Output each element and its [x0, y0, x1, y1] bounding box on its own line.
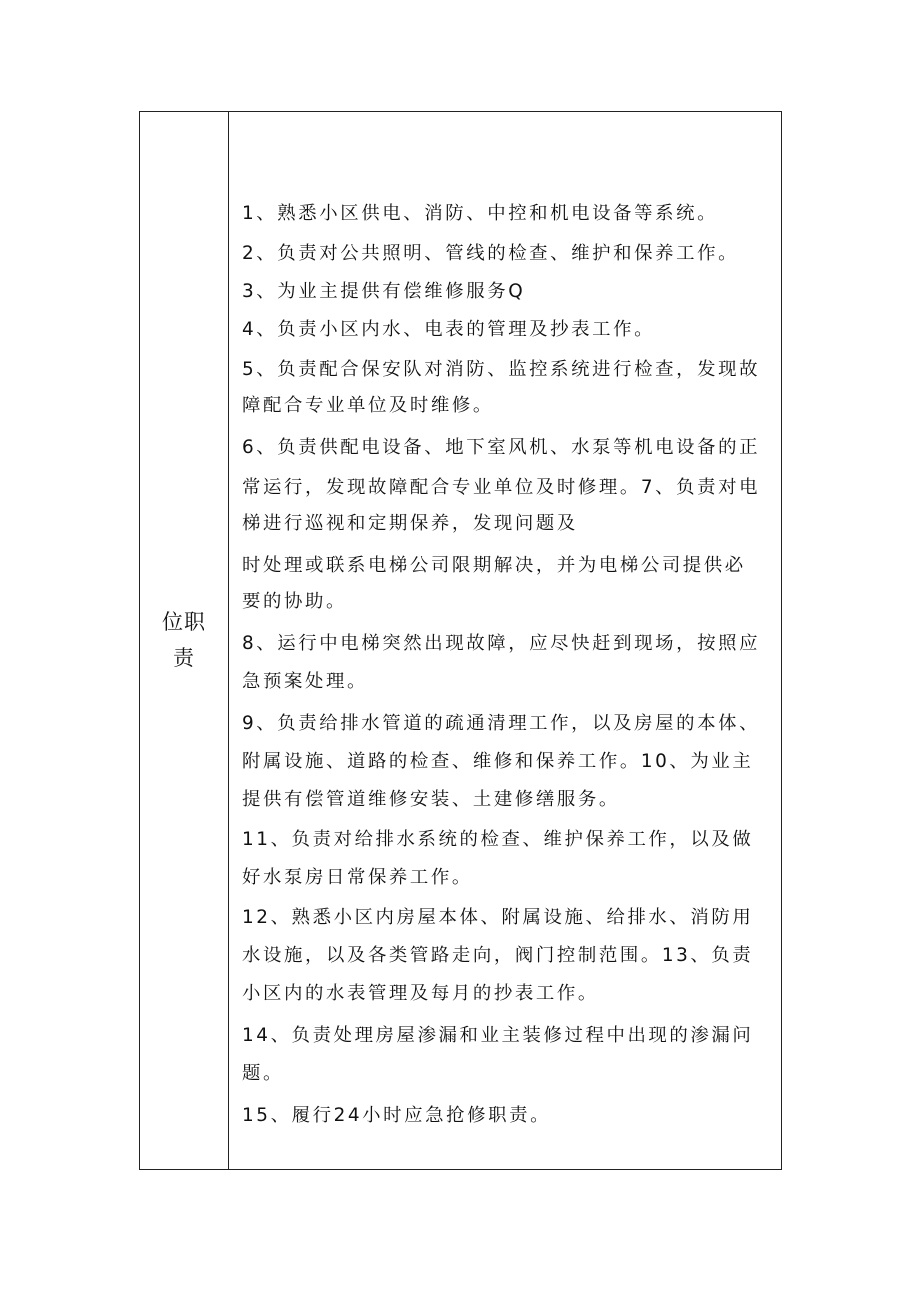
duty-line: 常运行，发现故障配合专业单位及时修理。7、负责对电	[242, 477, 761, 498]
label-cell	[140, 112, 229, 1169]
duty-line: 6、负责供配电设备、地下室风机、水泵等机电设备的正	[242, 437, 761, 458]
duty-line: 9、负责给排水管道的疏通清理工作，以及房屋的本体、	[242, 713, 761, 734]
duty-line: 15、履行24小时应急抢修职责。	[242, 1105, 552, 1126]
duty-line: 梯进行巡视和定期保养，发现问题及	[242, 513, 578, 534]
duty-line: 5、负责配合保安队对消防、监控系统进行检查，发现故	[242, 359, 761, 380]
label-line-2: 责	[173, 646, 195, 670]
duty-line: 时处理或联系电梯公司限期解决，并为电梯公司提供必	[242, 555, 746, 576]
duty-line: 好水泵房日常保养工作。	[242, 867, 473, 888]
duty-line: 11、负责对给排水系统的检查、维护保养工作，以及做	[242, 829, 754, 850]
duty-line: 14、负责处理房屋渗漏和业主装修过程中出现的渗漏问	[242, 1025, 754, 1046]
duty-line: 12、熟悉小区内房屋本体、附属设施、给排水、消防用	[242, 907, 754, 928]
duty-line: 4、负责小区内水、电表的管理及抄表工作。	[242, 319, 656, 340]
duty-line: 要的协助。	[242, 591, 347, 612]
duty-line: 8、运行中电梯突然出现故障，应尽快赶到现场，按照应	[242, 633, 761, 654]
duty-line: 2、负责对公共照明、管线的检查、维护和保养工作。	[242, 243, 740, 264]
duty-line: 附属设施、道路的检查、维修和保养工作。10、为业主	[242, 751, 754, 772]
responsibility-table	[139, 111, 782, 1170]
duty-line: 提供有偿管道维修安装、土建修缮服务。	[242, 789, 620, 810]
content-cell	[229, 112, 781, 1169]
duty-line: 题。	[242, 1063, 284, 1084]
duty-line: 3、为业主提供有偿维修服务Q	[242, 281, 526, 302]
label-text	[140, 604, 228, 676]
duty-line: 急预案处理。	[242, 671, 368, 692]
duty-line: 水设施，以及各类管路走向，阀门控制范围。13、负责	[242, 945, 754, 966]
duty-line: 障配合专业单位及时维修。	[242, 395, 494, 416]
label-line-1: 位职	[162, 610, 206, 634]
duty-line: 小区内的水表管理及每月的抄表工作。	[242, 983, 599, 1004]
duty-line: 1、熟悉小区供电、消防、中控和机电设备等系统。	[242, 203, 719, 224]
